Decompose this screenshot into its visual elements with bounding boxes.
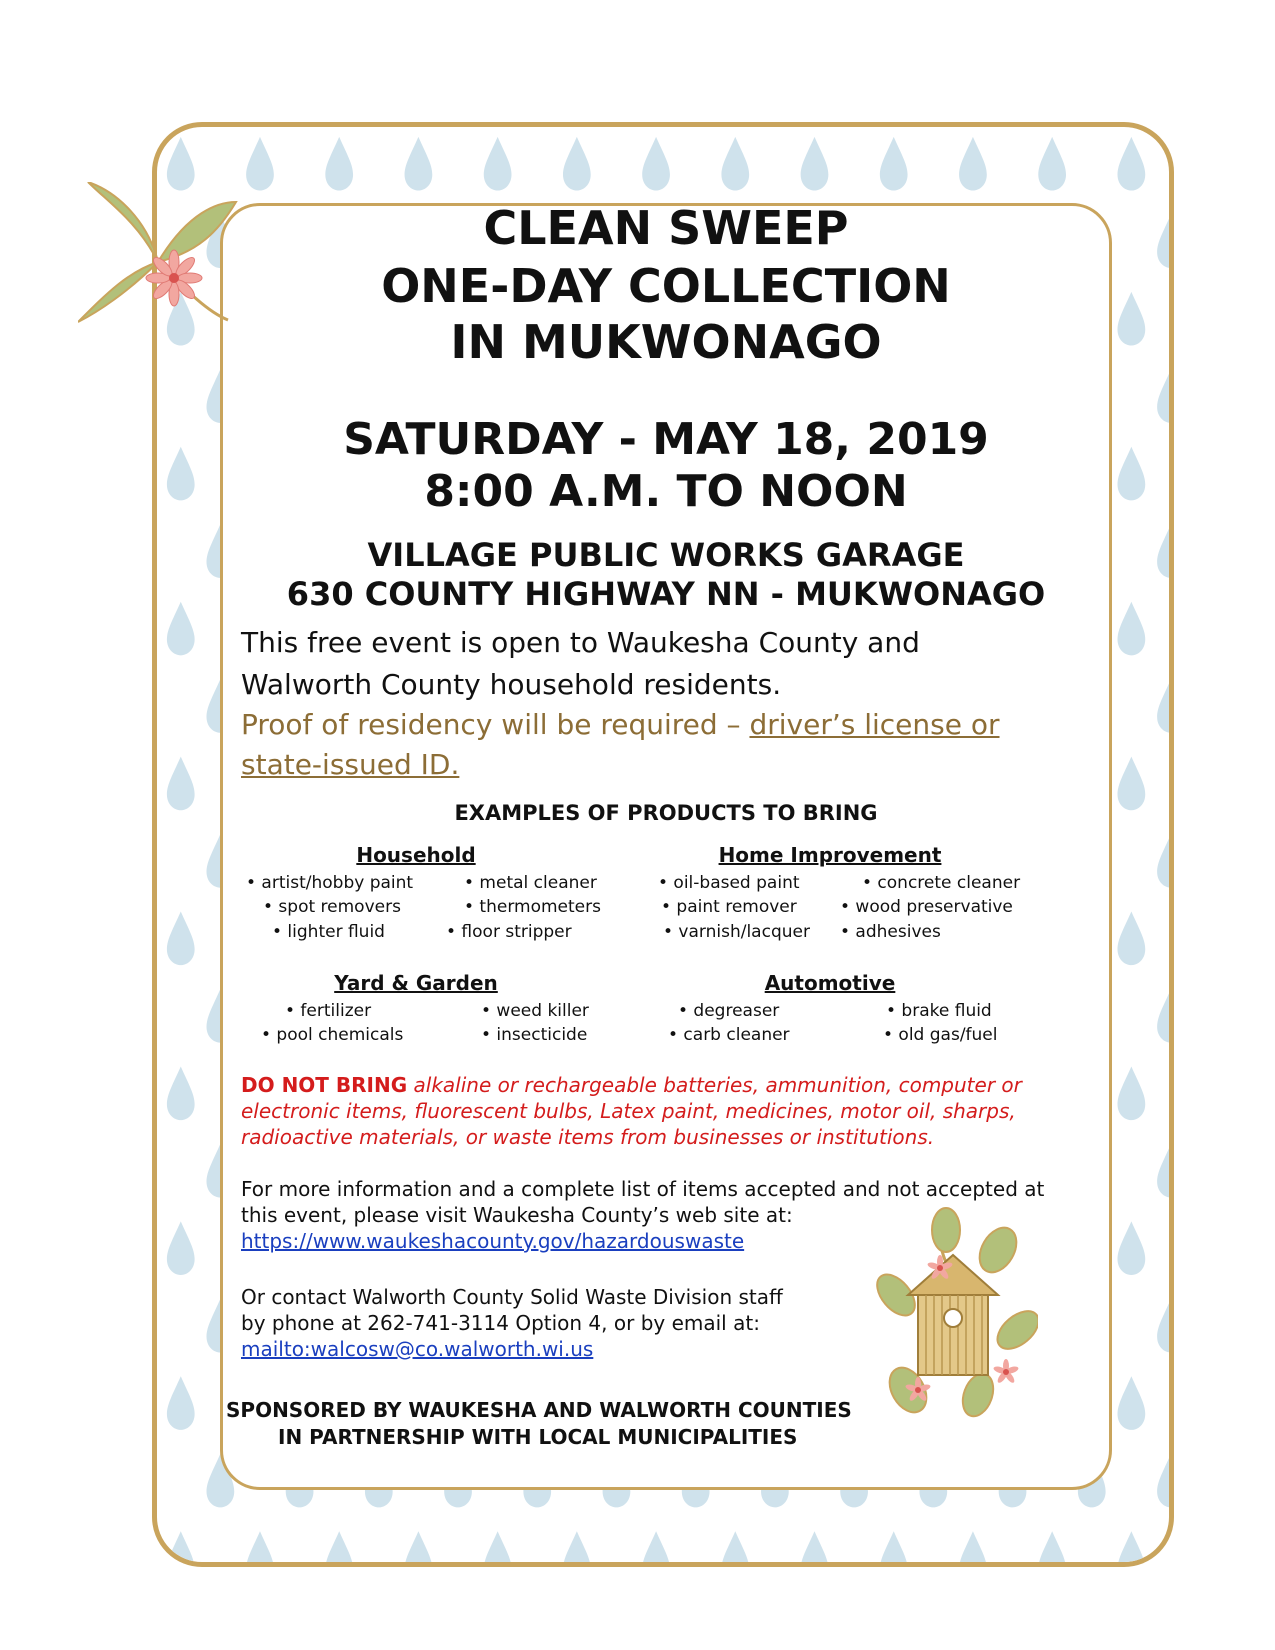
title-line-3: IN MUKWONAGO <box>450 315 882 369</box>
raindrop-icon <box>1118 292 1146 346</box>
raindrop-icon <box>642 137 670 191</box>
raindrop-icon <box>1157 834 1169 888</box>
raindrop-icon <box>167 447 195 501</box>
raindrop-icon <box>325 137 353 191</box>
list-item: • old gas/fuel <box>883 1025 998 1045</box>
sponsor-line-2: IN PARTNERSHIP WITH LOCAL MUNICIPALITIES <box>278 1425 798 1449</box>
raindrop-icon <box>1157 214 1169 268</box>
raindrop-icon <box>721 137 749 191</box>
list-item: • wood preservative <box>840 897 1013 917</box>
raindrop-icon <box>880 137 908 191</box>
list-item: • concrete cleaner <box>862 873 1021 893</box>
raindrop-icon <box>167 757 195 811</box>
raindrop-icon <box>1118 912 1146 966</box>
email-link[interactable]: mailto:walcosw@co.walworth.wi.us <box>241 1337 594 1361</box>
raindrop-icon <box>246 137 274 191</box>
raindrop-icon <box>484 1531 512 1562</box>
waukesha-website-link[interactable]: https://www.waukeshacounty.gov/hazardouswaste <box>241 1229 745 1253</box>
do-not-bring <box>241 1072 1081 1150</box>
venue-address: 630 COUNTY HIGHWAY NN - MUKWONAGO <box>286 575 1046 613</box>
raindrop-icon <box>1118 1221 1146 1275</box>
list-item: • artist/hobby paint <box>246 873 414 893</box>
list-item: • pool chemicals <box>261 1025 404 1045</box>
raindrop-icon <box>563 137 591 191</box>
raindrop-icon <box>1118 1376 1146 1430</box>
category-automotive-title: Automotive <box>764 971 896 995</box>
list-item: • metal cleaner <box>464 873 597 893</box>
list-item: • paint remover <box>661 897 797 917</box>
do-not-bring-line-2: electronic items, fluorescent bulbs, Latex paint, medicines, motor oil, sharps, <box>241 1099 1016 1123</box>
venue-name: VILLAGE PUBLIC WORKS GARAGE <box>367 536 965 574</box>
event-date: SATURDAY - MAY 18, 2019 <box>343 414 989 465</box>
category-home-improvement-title: Home Improvement <box>718 843 942 867</box>
proof-id-link-1: driver’s license or <box>749 708 1000 741</box>
list-item: • carb cleaner <box>668 1025 790 1045</box>
do-not-bring-line-1: alkaline or rechargeable batteries, ammunition, computer or <box>407 1073 1022 1097</box>
raindrop-icon <box>1118 447 1146 501</box>
raindrop-icon <box>1157 1454 1169 1508</box>
raindrop-icon <box>563 1531 591 1562</box>
list-item: • adhesives <box>840 922 941 942</box>
raindrop-icon <box>801 137 829 191</box>
contact-line-1: Or contact Walworth County Solid Waste Division staff <box>241 1285 783 1309</box>
raindrop-icon <box>1157 1144 1169 1198</box>
raindrop-icon <box>405 137 433 191</box>
raindrop-icon <box>325 1531 353 1562</box>
raindrop-icon <box>167 1376 195 1430</box>
raindrop-icon <box>167 1066 195 1120</box>
contact-info <box>241 1284 801 1362</box>
proof-prefix: Proof of residency will be required – <box>241 708 750 741</box>
raindrop-icon <box>1157 989 1169 1043</box>
event-time: 8:00 A.M. TO NOON <box>424 466 908 517</box>
raindrop-icon <box>1157 1299 1169 1353</box>
raindrop-icon <box>405 1531 433 1562</box>
raindrop-icon <box>1118 137 1146 191</box>
intro-text <box>241 622 1081 706</box>
list-item: • varnish/lacquer <box>663 922 810 942</box>
raindrop-icon <box>167 1531 195 1562</box>
raindrop-icon <box>167 1221 195 1275</box>
birdhouse-icon <box>868 1200 1038 1420</box>
raindrop-icon <box>1118 602 1146 656</box>
raindrop-icon <box>1157 679 1169 733</box>
raindrop-icon <box>246 1531 274 1562</box>
raindrop-icon <box>1118 1531 1146 1562</box>
list-item: • fertilizer <box>285 1001 372 1021</box>
do-not-bring-label: DO NOT BRING <box>241 1073 408 1097</box>
contact-line-2: by phone at 262-741-3114 Option 4, or by email at: <box>241 1311 760 1335</box>
more-info-line-1: For more information and a complete list of items accepted and not accepted at <box>241 1177 1045 1201</box>
category-yard-garden-title: Yard & Garden <box>334 971 498 995</box>
raindrop-icon <box>484 137 512 191</box>
proof-id-link-2: state-issued ID. <box>241 748 460 781</box>
list-item: • insecticide <box>481 1025 588 1045</box>
list-item: • spot removers <box>263 897 401 917</box>
intro-line-2: Walworth County household residents. <box>241 668 782 701</box>
title-line-1: CLEAN SWEEP <box>483 201 849 255</box>
raindrop-icon <box>1118 1066 1146 1120</box>
list-item: • thermometers <box>464 897 601 917</box>
list-item: • brake fluid <box>886 1001 992 1021</box>
raindrop-icon <box>959 137 987 191</box>
list-item: • oil-based paint <box>658 873 800 893</box>
raindrop-icon <box>1038 137 1066 191</box>
title-line-2: ONE-DAY COLLECTION <box>381 259 951 313</box>
raindrop-icon <box>721 1531 749 1562</box>
category-household-title: Household <box>356 843 476 867</box>
intro-line-1: This free event is open to Waukesha County and <box>241 626 920 659</box>
raindrop-icon <box>801 1531 829 1562</box>
flower-icon <box>78 182 238 342</box>
raindrop-icon <box>167 912 195 966</box>
examples-heading: EXAMPLES OF PRODUCTS TO BRING <box>454 801 878 825</box>
raindrop-icon <box>1157 524 1169 578</box>
raindrop-icon <box>167 602 195 656</box>
raindrop-icon <box>1118 757 1146 811</box>
raindrop-icon <box>959 1531 987 1562</box>
sponsor-line-1: SPONSORED BY WAUKESHA AND WALWORTH COUNTIES <box>226 1398 852 1422</box>
list-item: • lighter fluid <box>272 922 385 942</box>
proof-of-residency <box>241 705 1081 785</box>
list-item: • floor stripper <box>446 922 572 942</box>
raindrop-icon <box>880 1531 908 1562</box>
more-info-line-2: this event, please visit Waukesha County’s web site at: <box>241 1203 793 1227</box>
raindrop-icon <box>1038 1531 1066 1562</box>
raindrop-icon <box>1157 369 1169 423</box>
list-item: • weed killer <box>481 1001 589 1021</box>
raindrop-icon <box>642 1531 670 1562</box>
do-not-bring-line-3: radioactive materials, or waste items from businesses or institutions. <box>241 1125 935 1149</box>
list-item: • degreaser <box>678 1001 780 1021</box>
